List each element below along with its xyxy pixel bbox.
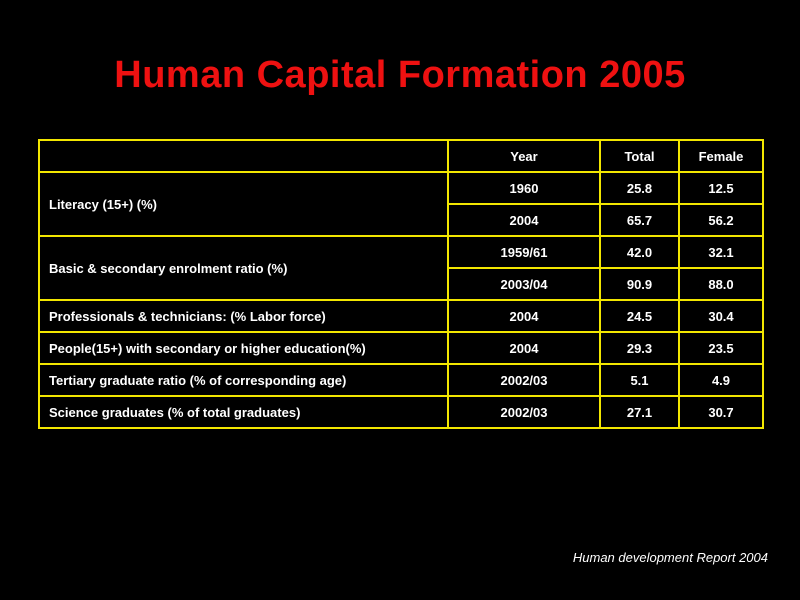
table-row xyxy=(39,364,763,396)
header-year: Year xyxy=(448,140,600,172)
cell-female: 12.5 xyxy=(679,172,763,204)
cell-total: 65.7 xyxy=(600,204,679,236)
row-label-literacy: Literacy (15+) (%) xyxy=(39,172,448,236)
cell-total: 5.1 xyxy=(600,364,679,396)
slide-title: Human Capital Formation 2005 xyxy=(114,54,686,96)
cell-total: 25.8 xyxy=(600,172,679,204)
cell-year: 2002/03 xyxy=(448,396,600,428)
cell-year: 1959/61 xyxy=(448,236,600,268)
table-row xyxy=(39,236,763,268)
cell-total: 29.3 xyxy=(600,332,679,364)
cell-female: 88.0 xyxy=(679,268,763,300)
table-row xyxy=(39,332,763,364)
cell-female: 23.5 xyxy=(679,332,763,364)
human-capital-table xyxy=(38,139,764,429)
header-female: Female xyxy=(679,140,763,172)
cell-female: 30.7 xyxy=(679,396,763,428)
cell-year: 2004 xyxy=(448,300,600,332)
cell-total: 42.0 xyxy=(600,236,679,268)
table-row xyxy=(39,396,763,428)
cell-total: 90.9 xyxy=(600,268,679,300)
cell-female: 30.4 xyxy=(679,300,763,332)
cell-female: 32.1 xyxy=(679,236,763,268)
table-row xyxy=(39,300,763,332)
cell-female: 56.2 xyxy=(679,204,763,236)
cell-total: 27.1 xyxy=(600,396,679,428)
cell-year: 2004 xyxy=(448,332,600,364)
header-label-blank xyxy=(39,140,448,172)
cell-female: 4.9 xyxy=(679,364,763,396)
row-label-enrolment: Basic & secondary enrolment ratio (%) xyxy=(39,236,448,300)
row-label-professionals: Professionals & technicians: (% Labor force) xyxy=(39,300,448,332)
header-total: Total xyxy=(600,140,679,172)
cell-year: 1960 xyxy=(448,172,600,204)
row-label-secondary-education: People(15+) with secondary or higher education(%) xyxy=(39,332,448,364)
cell-year: 2002/03 xyxy=(448,364,600,396)
cell-total: 24.5 xyxy=(600,300,679,332)
table-header-row xyxy=(39,140,763,172)
cell-year: 2004 xyxy=(448,204,600,236)
source-note: Human development Report 2004 xyxy=(572,550,768,565)
table-row xyxy=(39,172,763,204)
row-label-science: Science graduates (% of total graduates) xyxy=(39,396,448,428)
row-label-tertiary: Tertiary graduate ratio (% of corresponding age) xyxy=(39,364,448,396)
cell-year: 2003/04 xyxy=(448,268,600,300)
